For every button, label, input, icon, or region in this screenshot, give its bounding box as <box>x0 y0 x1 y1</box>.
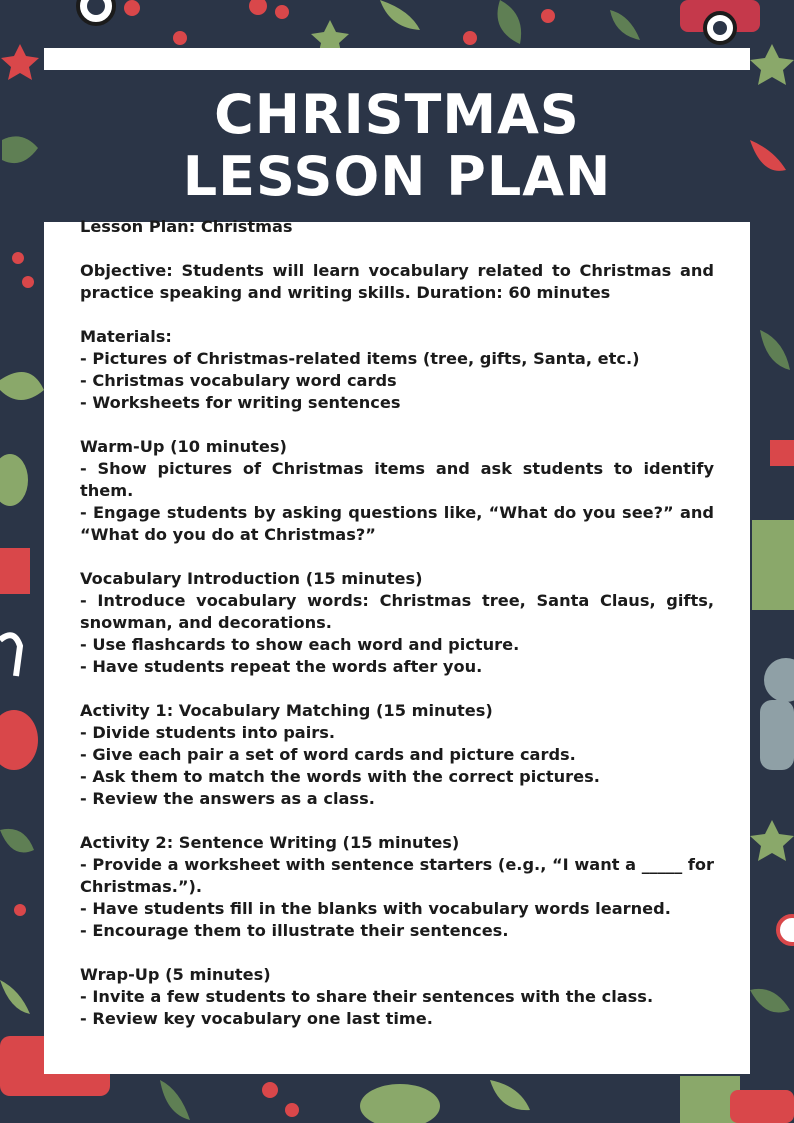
lesson-card <box>44 48 750 1074</box>
berry-icon <box>541 9 555 23</box>
lesson-content <box>80 216 714 1052</box>
list-item: - Have students fill in the blanks with vocabulary words learned. <box>80 899 671 918</box>
page-title: CHRISTMAS LESSON PLAN <box>182 83 612 208</box>
berry-icon <box>22 276 34 288</box>
vocabulary-section <box>80 568 714 678</box>
list-item: - Review the answers as a class. <box>80 789 375 808</box>
wrapup-section <box>80 964 714 1030</box>
activity2-section <box>80 832 714 942</box>
berry-icon <box>173 31 187 45</box>
berry-icon <box>275 5 289 19</box>
list-item: - Invite a few students to share their sentences with the class. <box>80 987 654 1006</box>
list-item: - Provide a worksheet with sentence starters (e.g., “I want a _____ for Christmas.”). <box>80 855 714 896</box>
objective-text: Objective: Students will learn vocabulary related to Christmas and practice speaking and writing skills. Duration: 60 minutes <box>80 261 714 302</box>
section-heading: Activity 1: Vocabulary Matching (15 minutes) <box>80 701 493 720</box>
section-heading: Wrap-Up (5 minutes) <box>80 965 271 984</box>
berry-icon <box>12 252 24 264</box>
berry-icon <box>262 1082 278 1098</box>
list-item: - Have students repeat the words after you. <box>80 657 483 676</box>
title-banner <box>44 70 750 222</box>
envelope-icon <box>770 440 794 466</box>
list-item: - Christmas vocabulary word cards <box>80 371 397 390</box>
list-item: - Engage students by asking questions like, “What do you see?” and “What do you do at Christmas?” <box>80 503 714 544</box>
berry-icon <box>285 1103 299 1117</box>
section-heading: Warm-Up (10 minutes) <box>80 437 287 456</box>
materials-section <box>80 326 714 414</box>
gingerbread-icon <box>760 700 794 770</box>
list-item: - Divide students into pairs. <box>80 723 336 742</box>
section-heading: Activity 2: Sentence Writing (15 minutes) <box>80 833 460 852</box>
section-heading: Materials: <box>80 327 172 346</box>
gift-icon <box>0 548 30 594</box>
warmup-section <box>80 436 714 546</box>
list-item: - Introduce vocabulary words: Christmas tree, Santa Claus, gifts, snowman, and decorations. <box>80 591 714 632</box>
list-item: - Pictures of Christmas-related items (tree, gifts, Santa, etc.) <box>80 349 640 368</box>
list-item: - Use flashcards to show each word and picture. <box>80 635 520 654</box>
lesson-label-section <box>80 216 714 238</box>
car-icon <box>730 1090 794 1123</box>
section-heading: Vocabulary Introduction (15 minutes) <box>80 569 423 588</box>
gift-icon <box>752 520 794 610</box>
ornament-ring-icon <box>713 21 727 35</box>
list-item: - Show pictures of Christmas items and ask students to identify them. <box>80 459 714 500</box>
list-item: - Review key vocabulary one last time. <box>80 1009 433 1028</box>
list-item: - Encourage them to illustrate their sentences. <box>80 921 509 940</box>
list-item: - Give each pair a set of word cards and picture cards. <box>80 745 576 764</box>
objective-section <box>80 260 714 304</box>
berry-icon <box>14 904 26 916</box>
candy-icon <box>778 916 794 944</box>
lesson-label: Lesson Plan: Christmas <box>80 217 293 236</box>
berry-icon <box>124 0 140 16</box>
list-item: - Ask them to match the words with the correct pictures. <box>80 767 600 786</box>
berry-icon <box>463 31 477 45</box>
activity1-section <box>80 700 714 810</box>
list-item: - Worksheets for writing sentences <box>80 393 401 412</box>
